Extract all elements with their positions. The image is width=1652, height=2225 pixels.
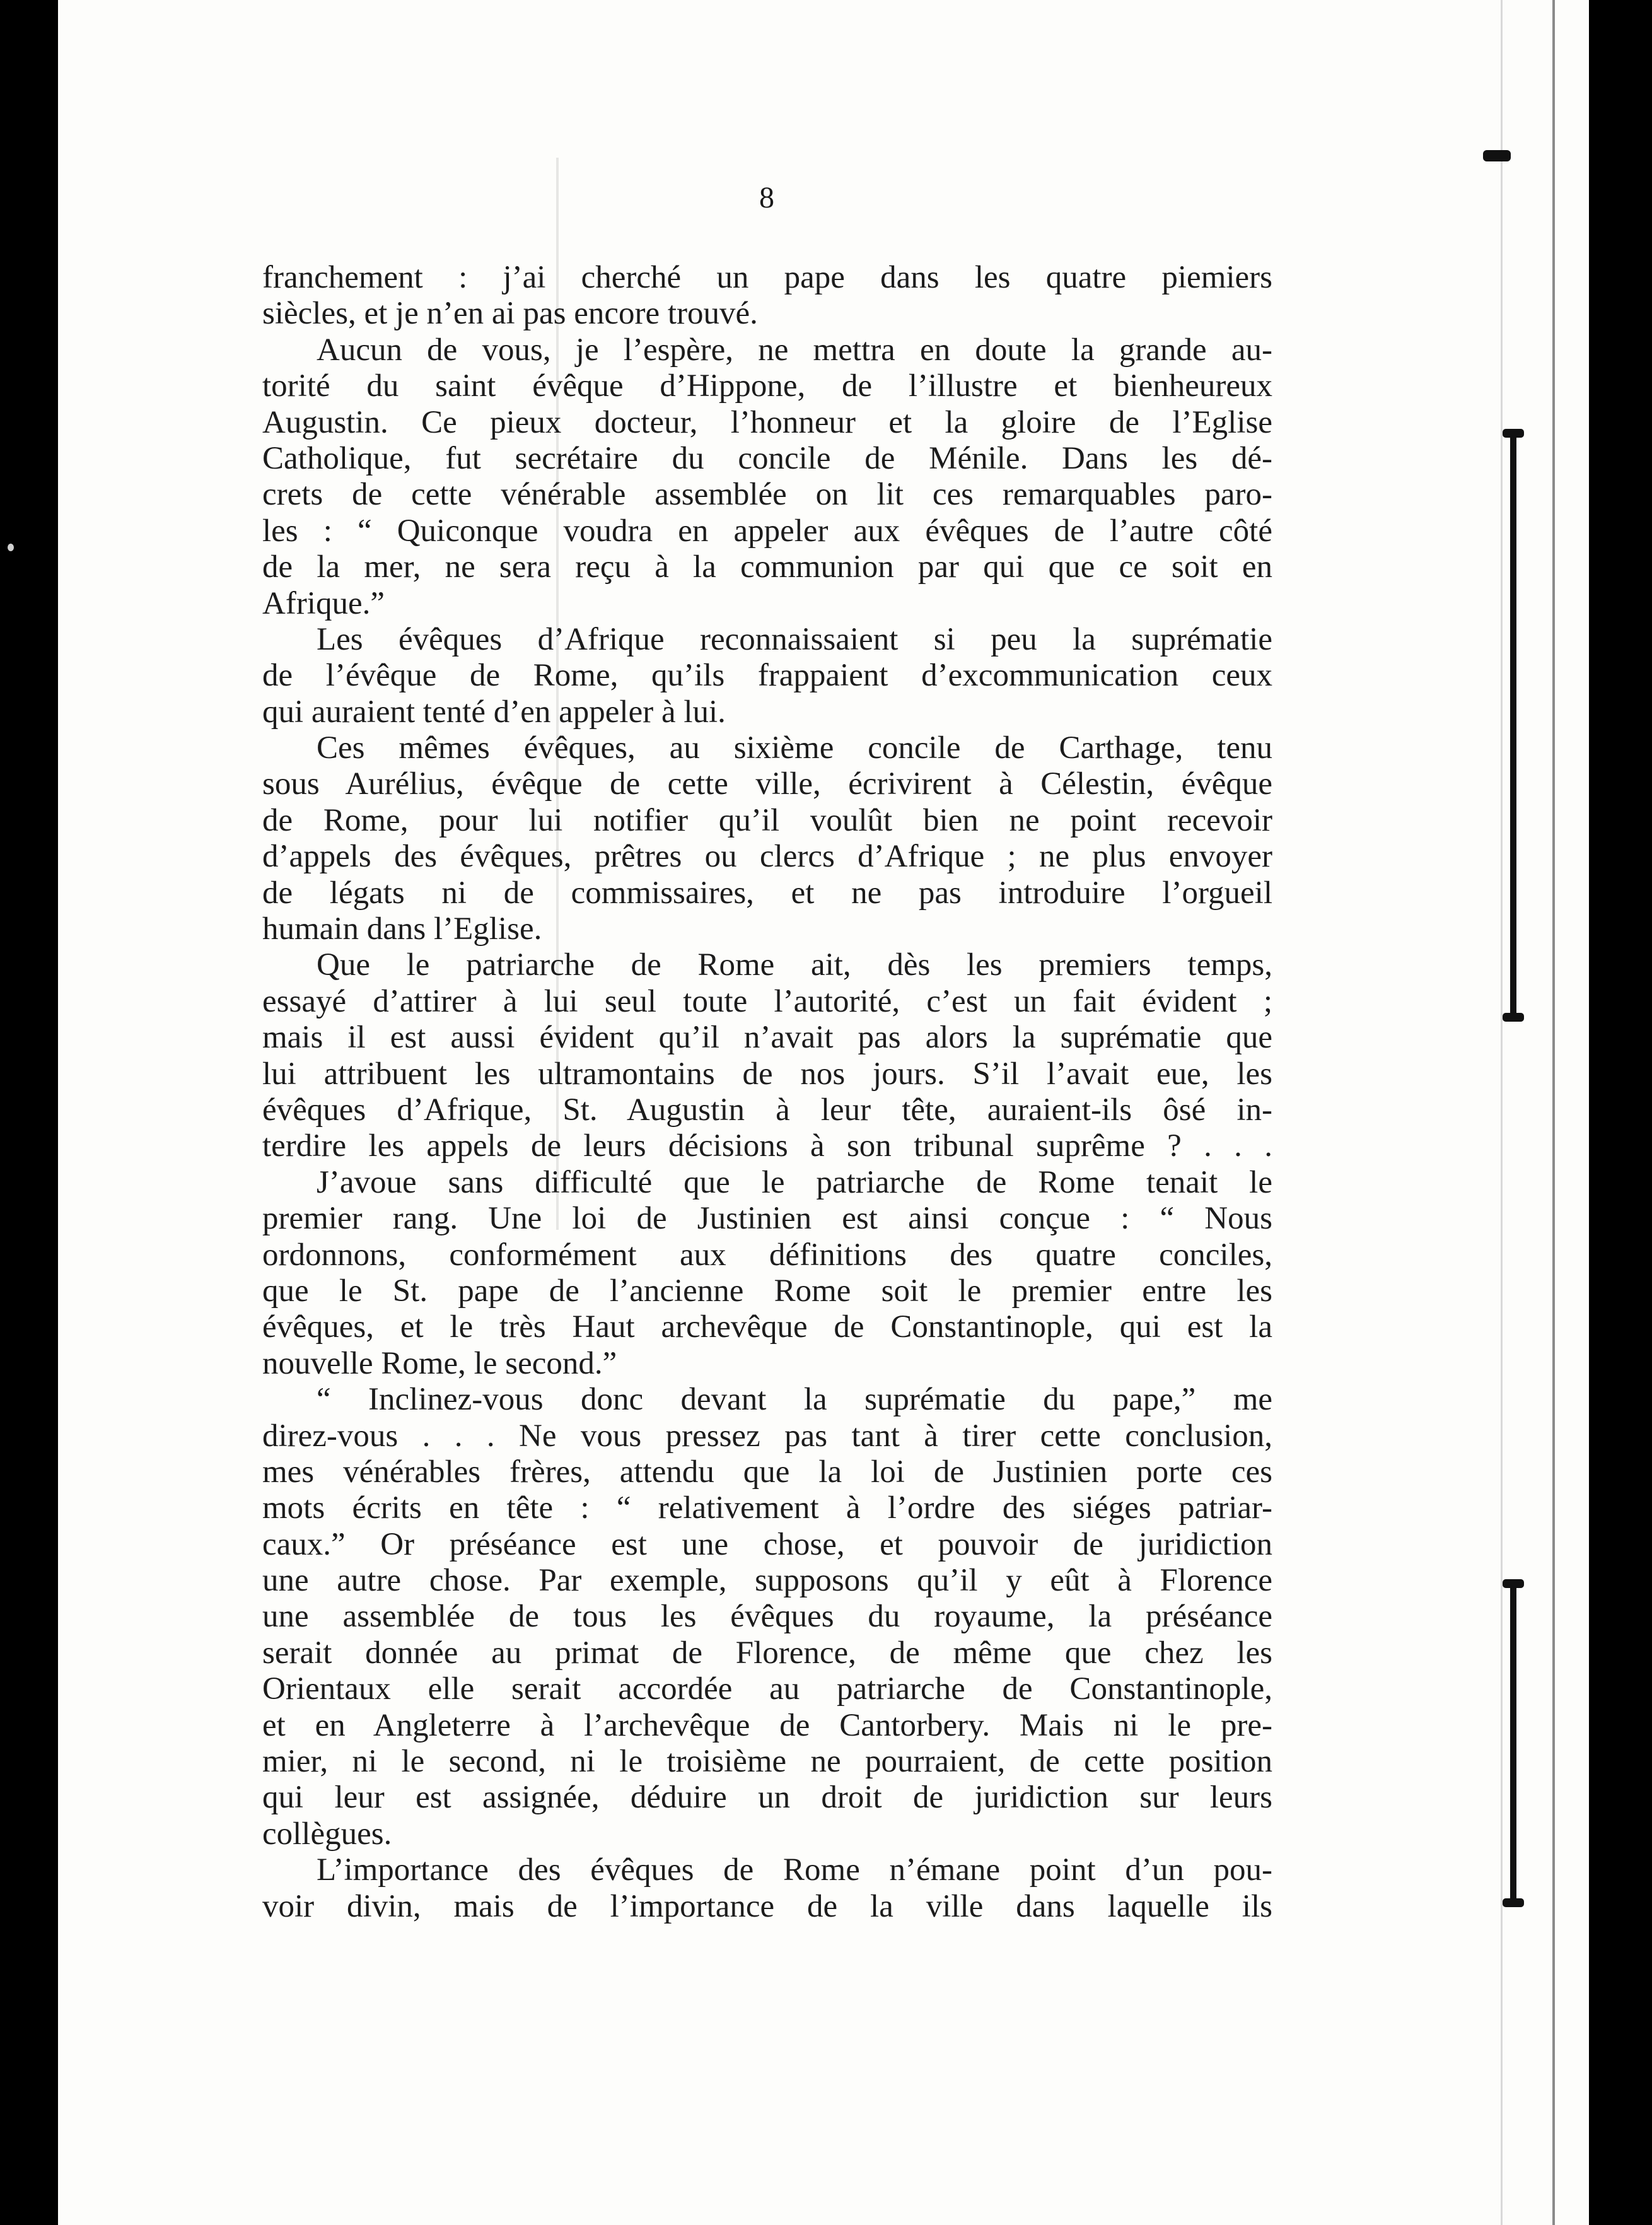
- text-line: serait donnée au primat de Florence, de même que chez les: [262, 1635, 1272, 1671]
- text-line: de la mer, ne sera reçu à la communion par qui que ce soit en: [262, 549, 1272, 585]
- text-line: nouvelle Rome, le second.”: [262, 1345, 617, 1381]
- text-line: “ Inclinez-vous donc devant la suprématie du pape,” me: [317, 1382, 1272, 1418]
- staple-cap-lower-bottom: [1503, 1898, 1524, 1907]
- staple-lower: [1510, 1586, 1516, 1907]
- text-line: les : “ Quiconque voudra en appeler aux évêques de l’autre côté: [262, 513, 1272, 549]
- text-line: une autre chose. Par exemple, supposons qu’il y eût à Florence: [262, 1563, 1272, 1599]
- text-line: de l’évêque de Rome, qu’ils frappaient d’excommunication ceux: [262, 658, 1272, 694]
- text-line: mes vénérables frères, attendu que la loi de Justinien porte ces: [262, 1454, 1272, 1490]
- text-line: Ces mêmes évêques, au sixième concile de Carthage, tenu: [317, 730, 1272, 766]
- text-line: franchement : j’ai cherché un pape dans les quatre piemiers: [262, 260, 1272, 295]
- text-line: d’appels des évêques, prêtres ou clercs d’Afrique ; ne plus envoyer: [262, 839, 1272, 875]
- text-line: qui leur est assignée, déduire un droit de juridiction sur leurs: [262, 1780, 1272, 1816]
- text-line: humain dans l’Eglise.: [262, 911, 542, 947]
- text-line: évêques, et le très Haut archevêque de Constantinople, qui est la: [262, 1309, 1272, 1345]
- text-line: évêques d’Afrique, St. Augustin à leur tête, auraient-ils ôsé in-: [262, 1092, 1272, 1128]
- text-line: que le St. pape de l’ancienne Rome soit le premier entre les: [262, 1273, 1272, 1309]
- text-line: Catholique, fut secrétaire du concile de Ménile. Dans les dé-: [262, 440, 1272, 476]
- text-line: une assemblée de tous les évêques du royaume, la préséance: [262, 1599, 1272, 1635]
- text-line: mots écrits en tête : “ relativement à l’ordre des siéges patriar-: [262, 1490, 1272, 1526]
- text-line: crets de cette vénérable assemblée on lit ces remarquables paro-: [262, 477, 1272, 513]
- text-line: et en Angleterre à l’archevêque de Cantorbery. Mais ni le pre-: [262, 1707, 1272, 1743]
- binding-fold-line: [1501, 0, 1503, 2225]
- text-line: Augustin. Ce pieux docteur, l’honneur et la gloire de l’Eglise: [262, 404, 1272, 440]
- text-line: collègues.: [262, 1816, 392, 1852]
- text-line: Les évêques d’Afrique reconnaissaient si peu la suprématie: [317, 621, 1272, 657]
- staple-upper: [1510, 435, 1516, 1022]
- text-line: Aucun de vous, je l’espère, ne mettra en doute la grande au-: [317, 332, 1272, 368]
- binding-mark-top: [1483, 150, 1511, 161]
- text-line: essayé d’attirer à lui seul toute l’autorité, c’est un fait évident ;: [262, 983, 1272, 1019]
- text-line: qui auraient tenté d’en appeler à lui.: [262, 694, 726, 730]
- text-line: de légats ni de commissaires, et ne pas introduire l’orgueil: [262, 875, 1272, 911]
- scan-speck: [8, 544, 14, 551]
- text-line: lui attribuent les ultramontains de nos jours. S’il l’avait eue, les: [262, 1056, 1272, 1092]
- text-line: de Rome, pour lui notifier qu’il voulût bien ne point recevoir: [262, 802, 1272, 838]
- text-line: direz-vous . . . Ne vous pressez pas tant à tirer cette conclusion,: [262, 1418, 1272, 1454]
- text-line: terdire les appels de leurs décisions à son tribunal suprême ? . . .: [262, 1128, 1272, 1164]
- text-line: caux.” Or préséance est une chose, et pouvoir de juridiction: [262, 1526, 1272, 1562]
- text-line: voir divin, mais de l’importance de la ville dans laquelle ils: [262, 1888, 1272, 1924]
- body-text: [262, 260, 1272, 1925]
- text-line: J’avoue sans difficulté que le patriarche de Rome tenait le: [317, 1164, 1272, 1200]
- text-line: ordonnons, conformément aux définitions des quatre conciles,: [262, 1237, 1272, 1273]
- text-line: Que le patriarche de Rome ait, dès les premiers temps,: [317, 947, 1272, 983]
- text-line: torité du saint évêque d’Hippone, de l’illustre et bienheureux: [262, 368, 1272, 404]
- text-line: sous Aurélius, évêque de cette ville, écrivirent à Célestin, évêque: [262, 766, 1272, 802]
- text-line: premier rang. Une loi de Justinien est ainsi conçue : “ Nous: [262, 1201, 1272, 1237]
- text-line: Afrique.”: [262, 585, 385, 621]
- text-line: mais il est aussi évident qu’il n’avait pas alors la suprématie que: [262, 1020, 1272, 1056]
- text-line: siècles, et je n’en ai pas encore trouvé.: [262, 296, 758, 332]
- page-edge-line: [1552, 0, 1555, 2225]
- text-line: L’importance des évêques de Rome n’émane point d’un pou-: [317, 1852, 1272, 1888]
- text-line: mier, ni le second, ni le troisième ne pourraient, de cette position: [262, 1744, 1272, 1780]
- staple-cap-upper-bottom: [1503, 1013, 1524, 1022]
- page-number: 8: [759, 181, 774, 214]
- text-line: Orientaux elle serait accordée au patriarche de Constantinople,: [262, 1671, 1272, 1707]
